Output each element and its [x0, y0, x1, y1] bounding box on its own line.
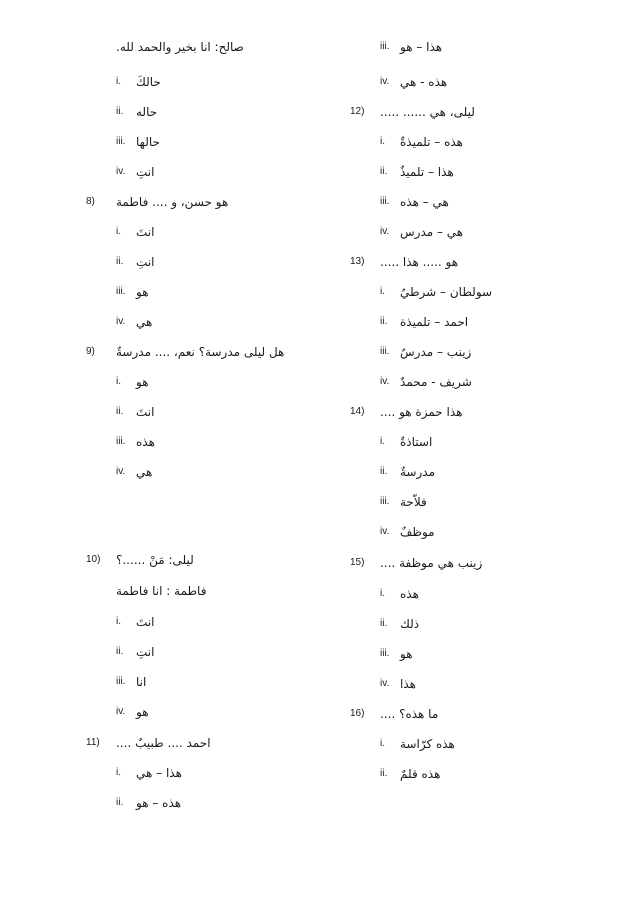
option-row [86, 462, 366, 482]
option-number: iv. [116, 706, 126, 717]
option-row [86, 372, 366, 392]
question-row [350, 402, 630, 422]
question-text: ليلى: مَنْ ......؟ [116, 553, 194, 567]
question-number: 12) [350, 106, 365, 117]
option-number: ii. [380, 768, 388, 779]
option-row [86, 72, 366, 92]
option-number: iv. [380, 678, 390, 689]
option-text: فلاّحة [400, 495, 427, 509]
option-text: مدرسةٌ [400, 465, 436, 479]
prompt-row [86, 37, 366, 57]
option-number: ii. [116, 646, 124, 657]
question-number: 13) [350, 256, 365, 267]
option-row [86, 793, 366, 813]
option-text: هذا – هو [400, 40, 443, 54]
option-number: ii. [116, 256, 124, 267]
option-row [350, 674, 630, 694]
option-row [350, 72, 630, 92]
option-text: انتِ [136, 645, 155, 659]
prompt-text: فاطمة : انا فاطمة [116, 584, 207, 598]
option-number: i. [380, 136, 385, 147]
question-text: هل ليلى مدرسة؟ نعم، .... مدرسةٌ [116, 345, 285, 359]
question-text: زينب هي موظفة .... [380, 556, 483, 570]
option-row [86, 222, 366, 242]
option-number: iii. [116, 436, 126, 447]
option-text: ذلك [400, 617, 420, 631]
option-text: احمد – تلميذة [400, 315, 469, 329]
option-row [86, 252, 366, 272]
option-text: هذه قلمٌ [400, 767, 441, 781]
option-number: i. [380, 738, 385, 749]
question-text: ما هذه؟ .... [380, 707, 439, 721]
option-text: سولطان – شرطيٌ [400, 285, 493, 299]
question-row [350, 252, 630, 272]
question-text: هذا حمزة هو .... [380, 405, 463, 419]
option-text: انتَ [136, 405, 155, 419]
option-number: iii. [116, 676, 126, 687]
option-text: هذه – تلميذةٌ [400, 135, 463, 149]
option-number: i. [116, 76, 121, 87]
option-row [350, 222, 630, 242]
option-row [350, 734, 630, 754]
option-text: شريف - محمدٌ [400, 375, 472, 389]
option-number: iii. [116, 136, 126, 147]
option-number: iii. [380, 346, 390, 357]
option-row [86, 282, 366, 302]
question-row [350, 553, 630, 573]
option-number: iii. [380, 196, 390, 207]
question-number: 11) [86, 737, 100, 748]
prompt-row [86, 581, 366, 601]
option-text: هذه كرّاسة [400, 737, 455, 751]
option-text: هي [136, 465, 153, 479]
option-row [350, 162, 630, 182]
option-number: iv. [116, 316, 126, 327]
option-row [86, 702, 366, 722]
option-number: ii. [380, 166, 388, 177]
option-row [350, 644, 630, 664]
option-row [350, 372, 630, 392]
option-number: iii. [116, 286, 126, 297]
option-text: هذا [400, 677, 416, 691]
option-number: i. [116, 616, 121, 627]
option-number: iv. [380, 376, 390, 387]
option-text: زينب – مدرسٌ [400, 345, 472, 359]
option-number: i. [380, 436, 385, 447]
option-row [86, 162, 366, 182]
option-text: موظفٌ [400, 525, 435, 539]
question-row [86, 550, 366, 570]
question-row [350, 102, 630, 122]
option-row [86, 612, 366, 632]
question-number: 9) [86, 346, 95, 357]
option-text: هو [136, 375, 149, 389]
option-text: حالكَ [136, 75, 161, 89]
option-text: هذه – هو [136, 796, 182, 810]
option-text: هذا – هي [136, 766, 182, 780]
option-row [86, 642, 366, 662]
question-row [86, 733, 366, 753]
option-row [86, 132, 366, 152]
option-text: انتَ [136, 225, 155, 239]
question-row [350, 704, 630, 724]
option-row [350, 192, 630, 212]
option-number: i. [380, 286, 385, 297]
question-number: 8) [86, 196, 95, 207]
option-number: ii. [116, 406, 124, 417]
option-row [350, 282, 630, 302]
option-text: هذا – تلميذٌ [400, 165, 454, 179]
option-number: iv. [116, 166, 126, 177]
question-number: 15) [350, 557, 365, 568]
option-text: انا [136, 675, 147, 689]
option-row [86, 672, 366, 692]
option-text: هي – مدرس [400, 225, 464, 239]
option-row [350, 432, 630, 452]
option-row [86, 312, 366, 332]
option-number: iv. [116, 466, 126, 477]
question-row [86, 342, 366, 362]
option-row [350, 37, 630, 57]
option-number: iv. [380, 226, 390, 237]
option-text: انتِ [136, 255, 155, 269]
option-text: استاذةٌ [400, 435, 433, 449]
option-row [350, 312, 630, 332]
question-text: احمد .... طبيبٌ .... [116, 736, 211, 750]
option-row [350, 764, 630, 784]
question-row [86, 192, 366, 212]
option-row [86, 402, 366, 422]
option-number: iii. [380, 648, 390, 659]
option-number: i. [116, 226, 121, 237]
question-text: ليلى، هي ...... ..... [380, 105, 475, 119]
option-number: i. [116, 767, 121, 778]
question-number: 14) [350, 406, 365, 417]
question-number: 10) [86, 554, 101, 565]
option-row [86, 763, 366, 783]
option-text: هذه [136, 435, 155, 449]
option-text: هي – هذه [400, 195, 449, 209]
question-text: هو ..... هذا ..... [380, 255, 459, 269]
option-number: ii. [380, 316, 388, 327]
option-row [86, 102, 366, 122]
option-number: iv. [380, 526, 390, 537]
option-number: i. [380, 588, 385, 599]
option-number: iii. [380, 41, 390, 52]
option-row [350, 584, 630, 604]
option-number: iii. [380, 496, 390, 507]
option-row [350, 462, 630, 482]
option-number: iv. [380, 76, 390, 87]
option-text: انتِ [136, 165, 155, 179]
option-row [350, 492, 630, 512]
prompt-text: صالح: انا بخير والحمد لله. [116, 40, 244, 54]
option-row [350, 614, 630, 634]
option-row [350, 522, 630, 542]
question-text: هو حسن، و .... فاطمة [116, 195, 229, 209]
option-row [350, 132, 630, 152]
option-text: هذه [400, 587, 419, 601]
question-number: 16) [350, 708, 365, 719]
option-text: هو [400, 647, 413, 661]
option-text: هذه - هي [400, 75, 448, 89]
option-number: i. [116, 376, 121, 387]
option-text: حالها [136, 135, 160, 149]
option-row [86, 432, 366, 452]
option-text: هو [136, 705, 149, 719]
option-number: ii. [116, 797, 124, 808]
option-text: هو [136, 285, 149, 299]
option-number: ii. [380, 466, 388, 477]
option-row [350, 342, 630, 362]
option-text: هي [136, 315, 153, 329]
option-number: ii. [116, 106, 124, 117]
option-text: انتَ [136, 615, 155, 629]
option-number: ii. [380, 618, 388, 629]
option-text: حاله [136, 105, 158, 119]
